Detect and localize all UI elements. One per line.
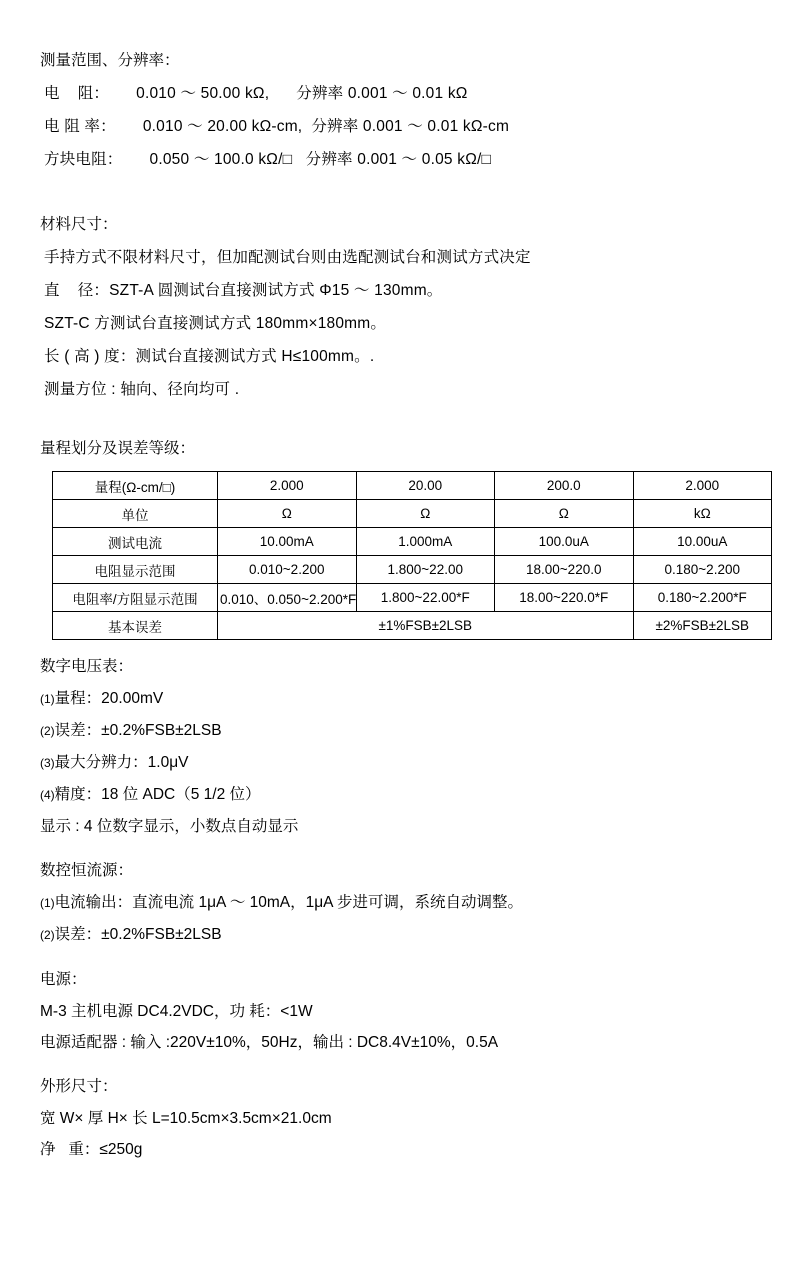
voltmeter-item-4	[40, 779, 774, 811]
item-number: (2)	[40, 928, 55, 942]
section-table-title: 量程划分及误差等级：	[40, 440, 196, 457]
size-line-diameter: 直 径：SZT-A 圆测试台直接测试方式 Φ15 ～ 130mm。	[44, 282, 443, 299]
table-cell-merged: ±1%FSB±2LSB	[218, 612, 634, 640]
table-cell: 2.000	[633, 472, 772, 500]
power-line-adapter: 电源适配器 : 输入 :220V±10%，50Hz，输出 : DC8.4V±10%，0.5A	[40, 1034, 499, 1051]
table-cell: Ω	[356, 500, 495, 528]
table-cell: 100.0uA	[495, 528, 634, 556]
row-header: 量程(Ω-cm/□)	[53, 472, 218, 500]
section-measure-title: 测量范围、分辨率：	[40, 52, 180, 69]
size-line-height: 长 ( 高 ) 度：测试台直接测试方式 H≤100mm。.	[44, 348, 375, 365]
table-row-error	[53, 612, 772, 640]
table-cell: 18.00~220.0*F	[495, 584, 634, 612]
item-text: 电流输出：直流电流 1μA ～ 10mA，1μA 步进可调，系统自动调整。	[54, 894, 523, 911]
row-header: 电阻显示范围	[53, 556, 218, 584]
table-cell: ±2%FSB±2LSB	[633, 612, 772, 640]
spacer	[40, 176, 774, 208]
table-cell: 10.00uA	[633, 528, 772, 556]
row-header: 电阻率/方阻显示范围	[53, 584, 218, 612]
item-text: 精度：18 位 ADC（5 1/2 位）	[54, 786, 261, 803]
section-size-title: 材料尺寸：	[40, 216, 118, 233]
table-cell: 18.00~220.0	[495, 556, 634, 584]
voltmeter-item-2	[40, 715, 774, 747]
table-cell: 0.180~2.200*F	[633, 584, 772, 612]
table-cell: 1.800~22.00*F	[356, 584, 495, 612]
dimensions-line-weight: 净 重：≤250g	[40, 1141, 143, 1158]
row-header: 单位	[53, 500, 218, 528]
table-cell: 10.00mA	[218, 528, 357, 556]
spacer	[40, 1058, 774, 1070]
table-row	[53, 556, 772, 584]
measure-resistance-line: 电 阻： 0.010 ～ 50.00 kΩ, 分辨率 0.001 ～ 0.01 kΩ	[44, 85, 468, 102]
section-power-title: 电源：	[40, 971, 87, 988]
dimensions-line-size: 宽 W× 厚 H× 长 L=10.5cm×3.5cm×21.0cm	[40, 1110, 332, 1127]
table-cell: 1.800~22.00	[356, 556, 495, 584]
item-text: 误差：±0.2%FSB±2LSB	[54, 926, 222, 943]
row-header: 基本误差	[53, 612, 218, 640]
item-number: (2)	[40, 724, 55, 738]
table-row	[53, 472, 772, 500]
table-row	[53, 528, 772, 556]
range-table	[52, 471, 772, 640]
item-text: 误差：±0.2%FSB±2LSB	[54, 722, 222, 739]
section-dimensions-title: 外形尺寸：	[40, 1078, 118, 1095]
current-item-1	[40, 887, 774, 919]
table-cell: 0.180~2.200	[633, 556, 772, 584]
power-line-host: M-3 主机电源 DC4.2VDC，功 耗：<1W	[40, 1003, 313, 1020]
table-cell: Ω	[495, 500, 634, 528]
voltmeter-display-line: 显示 : 4 位数字显示，小数点自动显示	[40, 818, 299, 835]
item-text: 最大分辨力：1.0μV	[54, 754, 189, 771]
range-table-container	[40, 465, 774, 650]
item-text: 量程：20.00mV	[54, 690, 164, 707]
table-cell: 20.00	[356, 472, 495, 500]
item-number: (4)	[40, 788, 55, 802]
spacer	[40, 842, 774, 854]
voltmeter-item-1	[40, 683, 774, 715]
measure-resistivity-line: 电 阻 率： 0.010 ～ 20.00 kΩ-cm, 分辨率 0.001 ～ 0.01 kΩ-cm	[44, 118, 510, 135]
section-current-title: 数控恒流源：	[40, 862, 134, 879]
size-line-orientation: 测量方位 : 轴向、径向均可 .	[44, 381, 240, 398]
table-cell: kΩ	[633, 500, 772, 528]
spacer	[40, 951, 774, 963]
size-line-square-stage: SZT-C 方测试台直接测试方式 180mm×180mm。	[44, 315, 387, 332]
row-header: 测试电流	[53, 528, 218, 556]
measure-sheet-resistance-line: 方块电阻： 0.050 ～ 100.0 kΩ/□ 分辨率 0.001 ～ 0.05 kΩ/□	[44, 151, 492, 168]
current-item-2	[40, 919, 774, 951]
table-row	[53, 500, 772, 528]
table-cell: 2.000	[218, 472, 357, 500]
table-row	[53, 584, 772, 612]
section-voltmeter-title: 数字电压表：	[40, 658, 134, 675]
voltmeter-item-3	[40, 747, 774, 779]
item-number: (1)	[40, 692, 55, 706]
table-cell: 0.010、0.050~2.200*F	[218, 584, 357, 612]
item-number: (3)	[40, 756, 55, 770]
table-cell: 0.010~2.200	[218, 556, 357, 584]
size-line-general: 手持方式不限材料尺寸，但加配测试台则由选配测试台和测试方式决定	[44, 249, 531, 266]
table-cell: 1.000mA	[356, 528, 495, 556]
table-cell: Ω	[218, 500, 357, 528]
table-cell: 200.0	[495, 472, 634, 500]
spacer	[40, 406, 774, 432]
item-number: (1)	[40, 896, 55, 910]
